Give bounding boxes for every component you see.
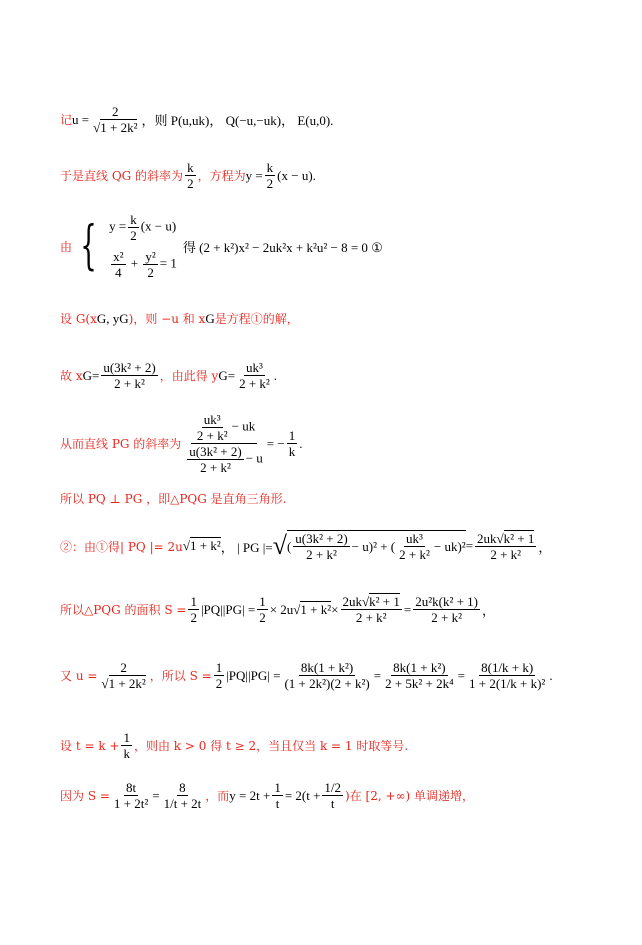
line-7 xyxy=(60,490,634,507)
l9-b: |PQ||PG| = xyxy=(200,601,256,617)
l9-f1n: 2uk√k² + 1 xyxy=(342,594,400,609)
line-12 xyxy=(60,780,634,811)
l11-d: k xyxy=(123,746,130,761)
l8-c: = xyxy=(465,538,474,553)
l9-a: 所以△PQG 的面积 S = xyxy=(60,603,187,617)
l11-frac xyxy=(121,730,132,761)
l10-h2: 2 xyxy=(215,676,223,691)
l10-f1 xyxy=(282,660,371,691)
l3-a: 由 xyxy=(60,239,73,254)
line-11 xyxy=(60,730,634,761)
l6-t3: − uk xyxy=(231,418,256,434)
l3-e2a: x² xyxy=(113,249,124,264)
l8-bigsqrt: √ xyxy=(272,531,287,560)
l10-f3d: 1 + 2(1/k + k)² xyxy=(469,676,546,691)
line-6 xyxy=(60,412,634,475)
l8-inner: ( $\frac{\text{u(3k² + 2)}}{\text{2 + k²}}$ − u)² + ( $\frac{\text{uk³}}{\text{2 + k²}}$ − uk)² xyxy=(286,531,466,562)
line-9 xyxy=(60,594,634,625)
l6-eq: = − xyxy=(266,435,285,451)
l8-rn1: 2uk xyxy=(477,530,497,546)
l6-t2: 2 + k² xyxy=(196,428,228,443)
l8-p1d: 2 + k² xyxy=(306,547,337,562)
l6-b1: u(3k² + 2) xyxy=(189,444,242,459)
l4-g2: G xyxy=(119,310,129,326)
l4-t2: , y xyxy=(106,310,120,326)
l5-n2: uk³ xyxy=(245,360,263,375)
line-5 xyxy=(60,360,634,391)
l6-bot xyxy=(183,444,264,475)
l3-e1: y = xyxy=(109,218,127,234)
l9-f1 xyxy=(341,594,402,625)
l6-t1: uk³ xyxy=(203,412,221,427)
l10-n: 2 xyxy=(120,660,127,675)
l12-n1: 8t xyxy=(126,780,137,795)
l10-b: ，所以 S = xyxy=(149,669,212,683)
l4-t4: 是方程①的解， xyxy=(214,312,299,326)
l11-a: 设 t = k + xyxy=(60,739,120,753)
l12-f2 xyxy=(162,780,204,811)
l12-one: 1 xyxy=(274,780,281,795)
l4-g1: G xyxy=(96,310,107,326)
l2-kn: k xyxy=(187,160,194,175)
l8-end: ， xyxy=(538,539,552,555)
l12-ht: t xyxy=(330,796,335,811)
l10-f1n: 8k(1 + k²) xyxy=(300,660,354,675)
l6-k: k xyxy=(288,444,296,459)
l3-b: 得 (2 + k²)x² − 2uk²x + k²u² − 8 = 0 ① xyxy=(182,239,383,255)
l6-b3: − u xyxy=(245,450,263,466)
l10-end: . xyxy=(549,667,553,683)
l6-top xyxy=(191,412,257,444)
l8-p2 xyxy=(397,531,432,562)
l6-end: . xyxy=(299,435,303,451)
l2-frac xyxy=(185,160,196,191)
l3-eq1 xyxy=(109,212,177,243)
l9-d: × xyxy=(331,601,339,617)
l12-d1: 1 + 2t² xyxy=(113,796,149,811)
l8-p1n: u(3k² + 2) xyxy=(295,531,348,546)
l10-u xyxy=(99,660,147,691)
l5-g1: G xyxy=(82,367,92,383)
l8-p1e: − u)² + ( xyxy=(351,538,396,554)
system-brace: { xyxy=(80,216,97,276)
l10-f3n: 8(1/k + k) xyxy=(481,660,534,675)
l8-res-n: 2uk√k² + 1 xyxy=(477,530,535,546)
l5-c: ，由此得 y xyxy=(159,369,219,383)
l9-h-b: 1 xyxy=(259,594,266,609)
l12-hn: 1/2 xyxy=(324,780,342,795)
l10-f2n: 8k(1 + k²) xyxy=(393,660,446,675)
l9-h: 1 xyxy=(190,594,197,609)
line-1 xyxy=(60,104,634,135)
l1-den-sqrt: √1 + 2k² xyxy=(93,120,138,135)
l10-c: |PQ||PG| = xyxy=(226,667,281,683)
l12-b: ，而 xyxy=(205,789,230,803)
l8-p2e: − uk)² xyxy=(433,538,466,554)
l10-h: 1 xyxy=(215,660,223,675)
l2-eq: y = xyxy=(245,167,263,183)
l12-f4 xyxy=(322,780,343,811)
l1-rest: ，则 P(u,uk)， Q(−u,−uk)， E(u,0). xyxy=(141,113,334,128)
l2-kn2: k xyxy=(266,160,274,175)
l9-half2 xyxy=(257,594,268,625)
l9-r: 1 + k² xyxy=(300,601,332,617)
l9-end: ， xyxy=(482,603,496,618)
l2-kd2: 2 xyxy=(266,176,274,191)
l12-d2: 1/t + 2t xyxy=(163,796,202,811)
l1-prefix: 记 xyxy=(60,113,73,127)
l12-eq2: = 2(t + xyxy=(284,787,321,803)
l10-f2 xyxy=(383,660,456,691)
l9-r-sqrt: √1 + k² xyxy=(293,601,332,617)
l1-num: 2 xyxy=(112,104,119,119)
l3-e2d: 2 xyxy=(147,265,154,280)
l3-e1-frac xyxy=(128,212,139,243)
l6-tf xyxy=(195,412,230,443)
l6-onek xyxy=(287,428,298,459)
l5-g2: G xyxy=(218,367,228,383)
l8-a: ②：由①得| PQ |= 2u xyxy=(60,539,183,554)
l4-t3: )，则 −u 和 x xyxy=(128,312,206,326)
l4-t1: 设 G(x xyxy=(60,312,97,326)
l8-rn2: k² + 1 xyxy=(503,530,535,546)
l9-n2: k² + 1 xyxy=(369,594,400,609)
l5-d2: 2 + k² xyxy=(239,376,270,391)
l3-e1-kn: k xyxy=(130,212,137,227)
l9-h2: 2 xyxy=(190,610,197,625)
l9-c: × 2u xyxy=(269,601,294,617)
line-10: 又 u = $\frac{2}{\text{√1 + 2k²}}$ ，所以 S = $\frac{1}{2}$ |PQ||PG| = $\frac{\text{8k(1 + k²)}}{\text{(1 + 2k²)(2 + k²)}}$ = $\frac{\text{8k(1 + k²)}}{\text{2 + 5k² + 2k⁴}}$ = $\frac{8(1/k + k)}{\text{1 + 2(1/k + k)²}}$ . xyxy=(60,660,553,691)
l12-c: )在 [2, +∞) 单调递增， xyxy=(345,789,475,803)
l8-res xyxy=(475,531,536,562)
l8-r1-sqrt: √1 + k² xyxy=(182,538,221,553)
l1-frac xyxy=(91,104,139,135)
l12-f3 xyxy=(272,780,283,811)
l6-a: 从而直线 PG 的斜率为 xyxy=(60,437,182,451)
line-3 xyxy=(60,212,634,280)
l10-f2d: 2 + 5k² + 2k⁴ xyxy=(385,676,454,691)
l6-bigfrac xyxy=(183,412,264,475)
l8-p2n: uk³ xyxy=(406,531,423,546)
l5-frac2 xyxy=(237,360,272,391)
l5-d1: 2 + k² xyxy=(114,376,145,391)
l7-text: 所以 PQ ⊥ PG ，即△PQG 是直角三角形. xyxy=(60,492,287,506)
l6-b2: 2 + k² xyxy=(200,460,231,475)
l8-p1 xyxy=(293,531,349,562)
l10-f3 xyxy=(467,660,547,691)
l10-f1d: (1 + 2k²)(2 + k²) xyxy=(284,676,370,691)
l10-r-sqrt: √1 + 2k² xyxy=(101,676,146,691)
l8-b: ， | PG |= xyxy=(220,539,273,555)
l5-e: . xyxy=(273,367,278,383)
l9-half xyxy=(188,594,199,625)
l9-n1: 2uk xyxy=(342,594,362,609)
l12-eq: = xyxy=(152,787,160,803)
l5-n1: u(3k² + 2) xyxy=(103,360,156,375)
l3-e1-kd: 2 xyxy=(130,228,137,243)
l3-e2e: = 1 xyxy=(159,255,177,271)
l10-r: 1 + 2k² xyxy=(108,676,146,691)
l5-frac1 xyxy=(101,360,157,391)
l2-a: 于是直线 QG 的斜率为 xyxy=(60,169,184,183)
l3-e2c: y² xyxy=(145,249,156,264)
l12-y: y = 2t + xyxy=(229,787,271,803)
l12-f1 xyxy=(112,780,150,811)
l6-one: 1 xyxy=(288,428,296,443)
l2-c: (x − u). xyxy=(277,167,316,183)
l2-b: ，方程为 xyxy=(197,169,246,183)
l3-e2b: 4 xyxy=(115,265,122,280)
l5-d: = xyxy=(227,367,236,383)
line-4 xyxy=(60,310,634,327)
l10-half xyxy=(214,660,225,691)
l9-fn: 2u²k(k² + 1) xyxy=(415,594,479,609)
l3-eq2: $\frac{\text{x²}}{4}$ + $\frac{\text{y²}}{2}$ = 1 xyxy=(113,249,177,280)
l9-dd: 2 + k² xyxy=(355,610,387,625)
l1-u: u = xyxy=(72,111,90,127)
l6-bf xyxy=(187,444,243,475)
l11-b: ，则由 k > 0 得 t ≥ 2，当且仅当 k = 1 时取等号. xyxy=(133,739,409,753)
l5-b: = xyxy=(91,367,100,383)
l12-a: 因为 S = xyxy=(60,789,110,803)
equation-system xyxy=(109,212,177,280)
l12-n2: 8 xyxy=(179,780,186,795)
l9-fd: 2 + k² xyxy=(431,610,462,625)
l4-g3: G xyxy=(205,310,215,326)
l9-f2 xyxy=(413,594,480,625)
l2-kd: 2 xyxy=(187,176,194,191)
l2-frac2 xyxy=(265,160,276,191)
line-2 xyxy=(60,160,634,191)
l1-den: 1 + 2k² xyxy=(100,120,138,135)
line-8 xyxy=(60,530,634,562)
l3-e2-frac2 xyxy=(143,249,157,280)
l9-h2-b: 2 xyxy=(259,610,266,625)
l11-n: 1 xyxy=(123,730,130,745)
l9-e: = xyxy=(403,601,412,617)
l3-e1b: (x − u) xyxy=(140,218,177,234)
l5-a: 故 x xyxy=(60,369,83,383)
l3-e2-frac1 xyxy=(111,249,125,280)
l8-rd: 2 + k² xyxy=(490,546,522,562)
l10-a: 又 u = xyxy=(60,669,98,683)
l8-r1: 1 + k² xyxy=(190,538,221,553)
l12-t: t xyxy=(275,796,280,811)
l8-p2d: 2 + k² xyxy=(399,547,430,562)
